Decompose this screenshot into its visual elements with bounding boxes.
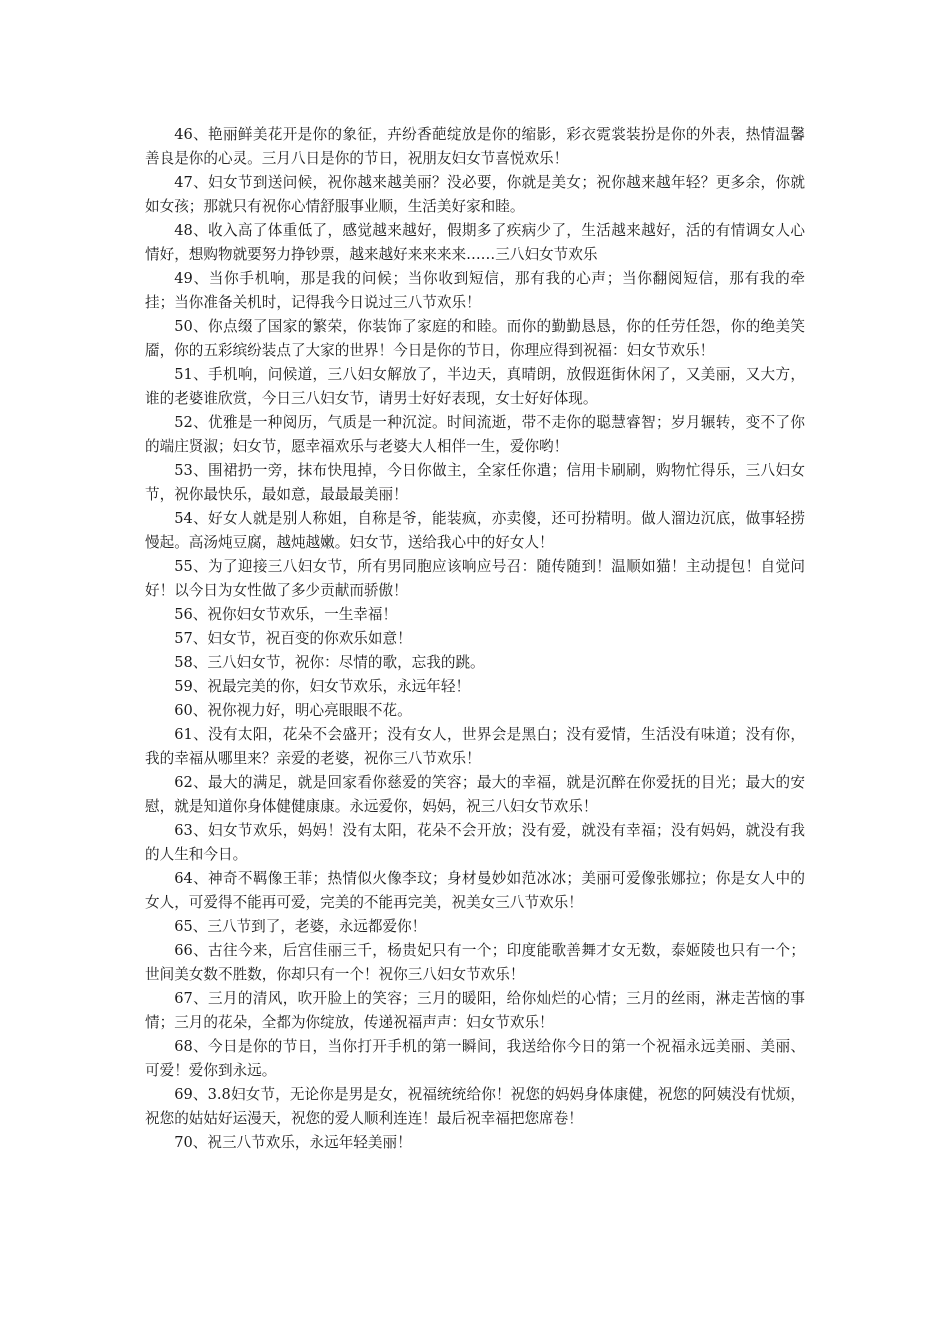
- paragraph-68: 68、今日是你的节日，当你打开手机的第一瞬间，我送给你今日的第一个祝福永远美丽、美丽、可爱！爱你到永远。: [145, 1038, 805, 1079]
- paragraph-52: 52、优雅是一种阅历，气质是一种沉淀。时间流逝，带不走你的聪慧睿智；岁月辗转，变不了你的端庄贤淑；妇女节，愿幸福欢乐与老婆大人相伴一生，爱你哟！: [145, 414, 805, 455]
- paragraph-55: 55、为了迎接三八妇女节，所有男同胞应该响应号召：随传随到！温顺如猫！主动提包！自觉问好！以今日为女性做了多少贡献而骄傲！: [145, 558, 805, 599]
- paragraph-49: 49、当你手机响，那是我的问候；当你收到短信，那有我的心声；当你翻阅短信，那有我的牵挂；当你准备关机时，记得我今日说过三八节欢乐！: [145, 270, 805, 311]
- paragraph-62: 62、最大的满足，就是回家看你慈爱的笑容；最大的幸福，就是沉醉在你爱抚的目光；最大的安慰，就是知道你身体健健康康。永远爱你，妈妈，祝三八妇女节欢乐！: [145, 774, 805, 815]
- paragraph-53: 53、围裙扔一旁，抹布快甩掉，今日你做主，全家任你遣；信用卡刷刷，购物忙得乐，三八妇女节，祝你最快乐，最如意，最最最美丽！: [145, 462, 805, 503]
- paragraph-69: 69、3.8妇女节，无论你是男是女，祝福统统给你！祝您的妈妈身体康健，祝您的阿姨没有忧烦，祝您的姑姑好运漫天，祝您的爱人顺利连连！最后祝幸福把您席卷！: [145, 1086, 805, 1127]
- paragraph-70: 70、祝三八节欢乐，永远年轻美丽！: [174, 1134, 412, 1151]
- paragraph-60: 60、祝你视力好，明心亮眼眼不花。: [174, 702, 412, 719]
- paragraph-56: 56、祝你妇女节欢乐，一生幸福！: [174, 606, 398, 623]
- paragraph-50: 50、你点缀了国家的繁荣，你装饰了家庭的和睦。而你的勤勤恳恳，你的任劳任怨，你的绝美笑靥，你的五彩缤纷装点了大家的世界！今日是你的节日，你理应得到祝福：妇女节欢乐！: [145, 318, 805, 359]
- paragraph-47: 47、妇女节到送问候，祝你越来越美丽？没必要，你就是美女；祝你越来越年轻？更多余，你就如女孩；那就只有祝你心情舒服事业顺，生活美好家和睦。: [145, 174, 805, 215]
- document-body: [145, 123, 805, 1155]
- paragraph-57: 57、妇女节，祝百变的你欢乐如意！: [174, 630, 412, 647]
- paragraph-66: 66、古往今来，后宫佳丽三千，杨贵妃只有一个；印度能歌善舞才女无数，泰姬陵也只有一个；世间美女数不胜数，你却只有一个！祝你三八妇女节欢乐！: [145, 942, 805, 983]
- paragraph-65: 65、三八节到了，老婆，永远都爱你！: [174, 918, 427, 935]
- paragraph-51: 51、手机响，问候道，三八妇女解放了，半边天，真晴朗，放假逛街休闲了，又美丽，又大方，谁的老婆谁欣赏，今日三八妇女节，请男士好好表现，女士好好体现。: [145, 366, 805, 407]
- paragraph-58: 58、三八妇女节，祝你：尽情的歌，忘我的跳。: [174, 654, 485, 671]
- paragraph-63: 63、妇女节欢乐，妈妈！没有太阳，花朵不会开放；没有爱，就没有幸福；没有妈妈，就没有我的人生和今日。: [145, 822, 805, 863]
- paragraph-61: 61、没有太阳，花朵不会盛开；没有女人，世界会是黑白；没有爱情，生活没有味道；没有你，我的幸福从哪里来？亲爱的老婆，祝你三八节欢乐！: [145, 726, 805, 767]
- paragraph-59: 59、祝最完美的你，妇女节欢乐，永远年轻！: [174, 678, 471, 695]
- paragraph-48: 48、收入高了体重低了，感觉越来越好，假期多了疾病少了，生活越来越好，活的有情调女人心情好，想购物就要努力挣钞票，越来越好来来来来……三八妇女节欢乐: [145, 222, 805, 263]
- paragraph-67: 67、三月的清风，吹开脸上的笑容；三月的暖阳，给你灿烂的心情；三月的丝雨，淋走苦恼的事情；三月的花朵，全都为你绽放，传递祝福声声：妇女节欢乐！: [145, 990, 805, 1031]
- paragraph-54: 54、好女人就是别人称姐，自称是爷，能装疯，亦卖傻，还可扮精明。做人溜边沉底，做事轻捞慢起。高汤炖豆腐，越炖越嫩。妇女节，送给我心中的好女人！: [145, 510, 805, 551]
- paragraph-64: 64、神奇不羁像王菲；热情似火像李玟；身材曼妙如范冰冰；美丽可爱像张娜拉；你是女人中的女人，可爱得不能再可爱，完美的不能再完美，祝美女三八节欢乐！: [145, 870, 805, 911]
- paragraph-46: 46、艳丽鲜美花开是你的象征，卉纷香葩绽放是你的缩影，彩衣霓裳装扮是你的外表，热情温馨善良是你的心灵。三月八日是你的节日，祝朋友妇女节喜悦欢乐！: [145, 126, 805, 167]
